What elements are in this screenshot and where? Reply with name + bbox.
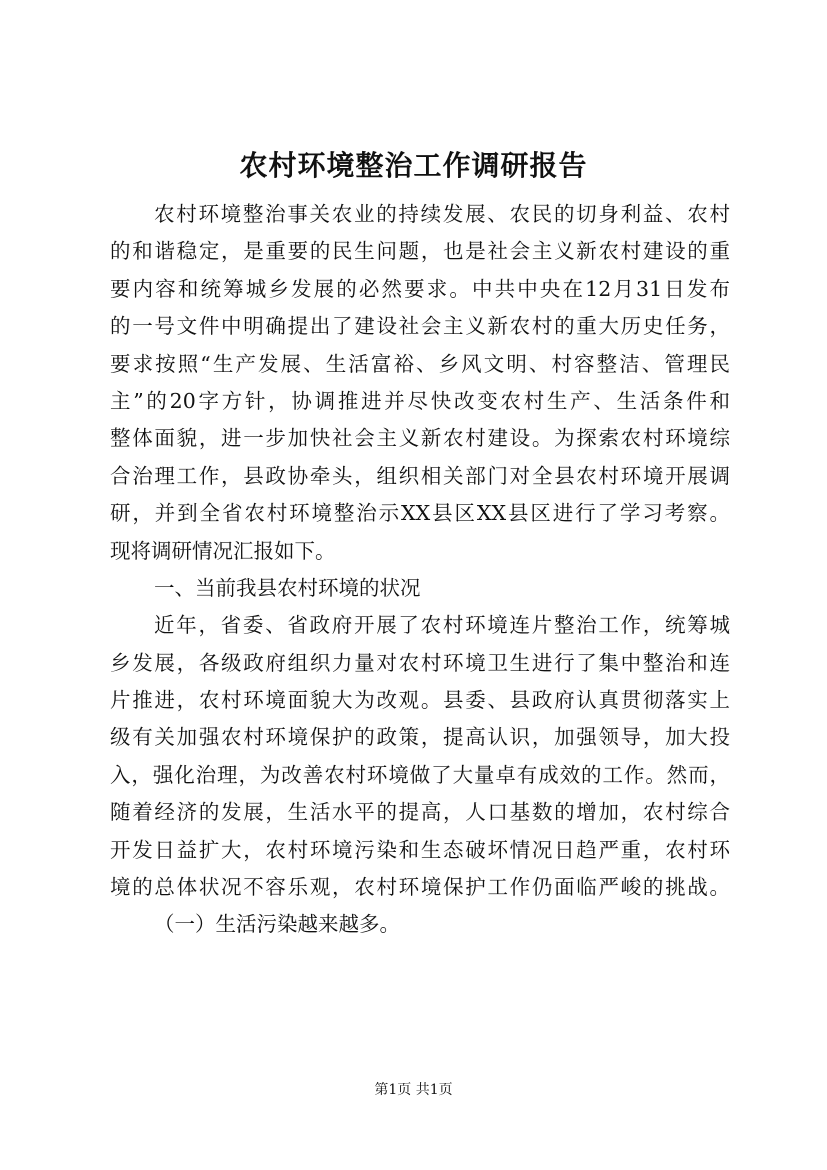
paragraph-line: 的一号文件中明确提出了建设社会主义新农村的重大历史任务， (110, 314, 730, 339)
paragraph-line: 农村环境整治事关农业的持续发展、农民的切身利益、农村 (154, 202, 730, 226)
paragraph-line: 现将调研情况汇报如下。 (110, 538, 336, 563)
paragraph-line: 的和谐稳定，是重要的民生问题，也是社会主义新农村建设的重 (110, 239, 730, 264)
paragraph-status (110, 607, 730, 906)
paragraph-line: 近年，省委、省政府开展了农村环境连片整治工作，统筹城 (154, 613, 730, 638)
section-heading-2 (110, 906, 730, 943)
paragraph-intro (110, 196, 730, 570)
paragraph-line: 入，强化治理，为改善农村环境做了大量卓有成效的工作。然而， (110, 762, 730, 787)
document-body (110, 196, 730, 944)
paragraph-line: 乡发展，各级政府组织力量对农村环境卫生进行了集中整治和连 (110, 650, 730, 675)
document-title: 农村环境整治工作调研报告 (239, 149, 588, 182)
paragraph-line: 片推进，农村环境面貌大为改观。县委、县政府认真贯彻落实上 (110, 688, 730, 713)
paragraph-line: 主”的20字方针，协调推进并尽快改变农村生产、生活条件和 (110, 388, 730, 413)
paragraph-line: 开发日益扩大，农村环境污染和生态破坏情况日趋严重，农村环 (110, 837, 730, 862)
paragraph-line: 级有关加强农村环境保护的政策，提高认识，加强领导，加大投 (110, 725, 730, 750)
paragraph-line: 要内容和统筹城乡发展的必然要求。中共中央在12月31日发布 (110, 276, 730, 301)
section-heading-text: 一、当前我县农村环境的状况 (154, 575, 421, 600)
paragraph-line: 整体面貌，进一步加快社会主义新农村建设。为探索农村环境综 (110, 426, 730, 451)
section-heading-text: （一）生活污染越来越多。 (154, 912, 400, 937)
paragraph-line: 研，并到全省农村环境整治示XX县区XX县区进行了学习考察。 (110, 501, 730, 526)
page-footer: 第1页 共1页 (374, 1082, 453, 1098)
paragraph-line: 境的总体状况不容乐观，农村环境保护工作仍面临严峻的挑战。 (110, 875, 730, 900)
paragraph-line: 要求按照“生产发展、生活富裕、乡风文明、村容整洁、管理民 (110, 351, 730, 376)
section-heading-1 (110, 570, 730, 607)
paragraph-line: 随着经济的发展，生活水平的提高，人口基数的增加，农村综合 (110, 800, 730, 825)
paragraph-line: 合治理工作，县政协牵头，组织相关部门对全县农村环境开展调 (110, 463, 730, 488)
